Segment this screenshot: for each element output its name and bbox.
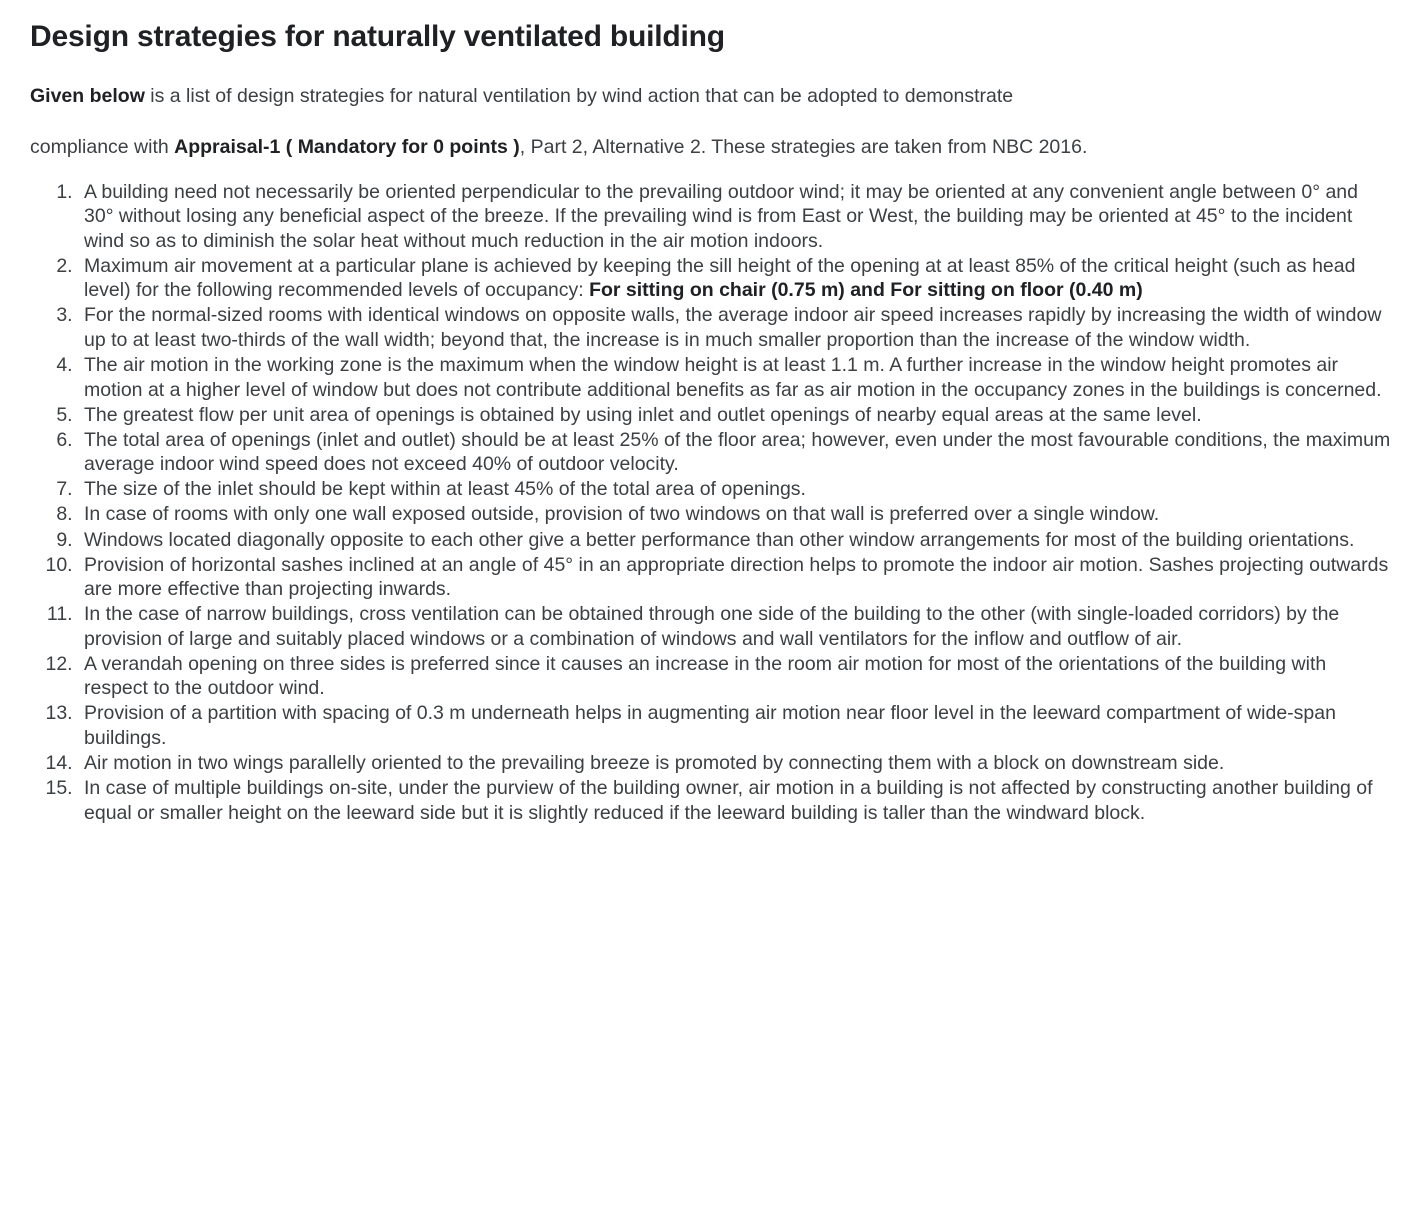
strategy-text: 6. The total area of openings (inlet and outlet) should be at least 25% of the floor area; however, even under the most favourable conditions, the maximum average indoor wind speed does not exceed 40% of outdoor velocity. — [84, 428, 1391, 476]
intro-section — [30, 84, 1392, 160]
list-item — [78, 751, 1392, 776]
strategy-text: 3. For the normal-sized rooms with identical windows on opposite walls, the average indoor air speed increases rapidly by increasing the width of window up to at least two-thirds of the wall width; beyond that, the increase is in much smaller proportion than the increase of the window width. — [84, 304, 1382, 351]
list-item — [78, 502, 1392, 527]
list-item — [78, 602, 1392, 651]
strategy-text — [84, 254, 1392, 303]
strategy-bold-emphasis: For sitting on chair (0.75 m) and For sitting on floor (0.40 m) — [589, 279, 1143, 302]
intro-paragraph-1 — [30, 84, 1392, 109]
intro-paragraph-2-after: , Part 2, Alternative 2. These strategies are taken from NBC 2016. — [519, 136, 1088, 159]
strategy-text: 14. Air motion in two wings parallelly oriented to the prevailing breeze is promoted by connecting them with a block on downstream side. — [84, 752, 1225, 775]
strategy-text: 1. A building need not necessarily be oriented perpendicular to the prevailing outdoor wind; it may be oriented at any convenient angle between 0° and 30° without losing any beneficial aspect of the breeze. If the prevailing wind is from East or West, the building may be oriented at 45° to the incident wind so as to diminish the solar heat without much reduction in the air motion indoors. — [84, 180, 1358, 252]
intro-paragraph-2-before: compliance with — [30, 136, 175, 159]
strategy-text: 9. Windows located diagonally opposite to each other give a better performance than other window arrangements for most of the building orientations. — [84, 528, 1355, 551]
list-item — [78, 353, 1392, 402]
list-item — [78, 528, 1392, 553]
strategy-text: 8. In case of rooms with only one wall exposed outside, provision of two windows on that wall is preferred over a single window. — [84, 503, 1160, 526]
list-item — [78, 303, 1392, 352]
strategy-text: 4. The air motion in the working zone is the maximum when the window height is at least 1.1 m. A further increase in the window height promotes air motion at a higher level of window but does not contribute additional benefits as far as air motion in the occupancy zones in the buildings is concerned. — [84, 354, 1382, 401]
list-item — [78, 553, 1392, 602]
strategy-text: 10. Provision of horizontal sashes inclined at an angle of 45° in an appropriate direction helps to promote the indoor air motion. Sashes projecting outwards are more effective than projecting inwards. — [84, 553, 1389, 601]
list-item — [78, 403, 1392, 428]
intro-paragraph-2 — [30, 135, 1392, 160]
intro-lead-bold: Given below — [30, 84, 145, 107]
list-item — [78, 652, 1392, 701]
list-item — [78, 477, 1392, 502]
strategy-text: 7. The size of the inlet should be kept within at least 45% of the total area of openings. — [84, 478, 806, 501]
appraisal-reference-bold: Appraisal-1 ( Mandatory for 0 points ) — [174, 136, 520, 159]
strategy-text: 5. The greatest flow per unit area of openings is obtained by using inlet and outlet openings of nearby equal areas at the same level. — [84, 403, 1202, 426]
list-item — [78, 254, 1392, 303]
strategy-text: 15. In case of multiple buildings on-site, under the purview of the building owner, air motion in a building is not affected by constructing another building of equal or smaller height on the leeward side but it is slightly reduced if the leeward building is taller than the windward block. — [84, 777, 1373, 824]
strategy-text: 11. In the case of narrow buildings, cross ventilation can be obtained through one side of the building to the other (with single-loaded corridors) by the provision of large and suitably placed windows or a combination of windows and wall ventilators for the inflow and outflow of air. — [84, 603, 1340, 650]
strategy-text: 12. A verandah opening on three sides is preferred since it causes an increase in the room air motion for most of the orientations of the building with respect to the outdoor wind. — [84, 652, 1327, 700]
intro-paragraph-1-rest: is a list of design strategies for natural ventilation by wind action that can be adopted to demonstrate — [144, 84, 1014, 107]
list-item — [78, 776, 1392, 825]
strategy-text: 13. Provision of a partition with spacing of 0.3 m underneath helps in augmenting air motion near floor level in the leeward compartment of wide-span buildings. — [84, 702, 1336, 749]
list-item — [78, 180, 1392, 254]
strategy-list — [30, 180, 1392, 826]
list-item — [78, 428, 1392, 477]
list-item — [78, 701, 1392, 750]
page-title: Design strategies for naturally ventilated building — [30, 20, 725, 53]
strategy-text-before-bold: Maximum air movement at a particular plane is achieved by keeping the sill height of the opening at at least 85% of the critical height (such as head level) for the following recommended levels of occupancy: — [84, 254, 1356, 302]
